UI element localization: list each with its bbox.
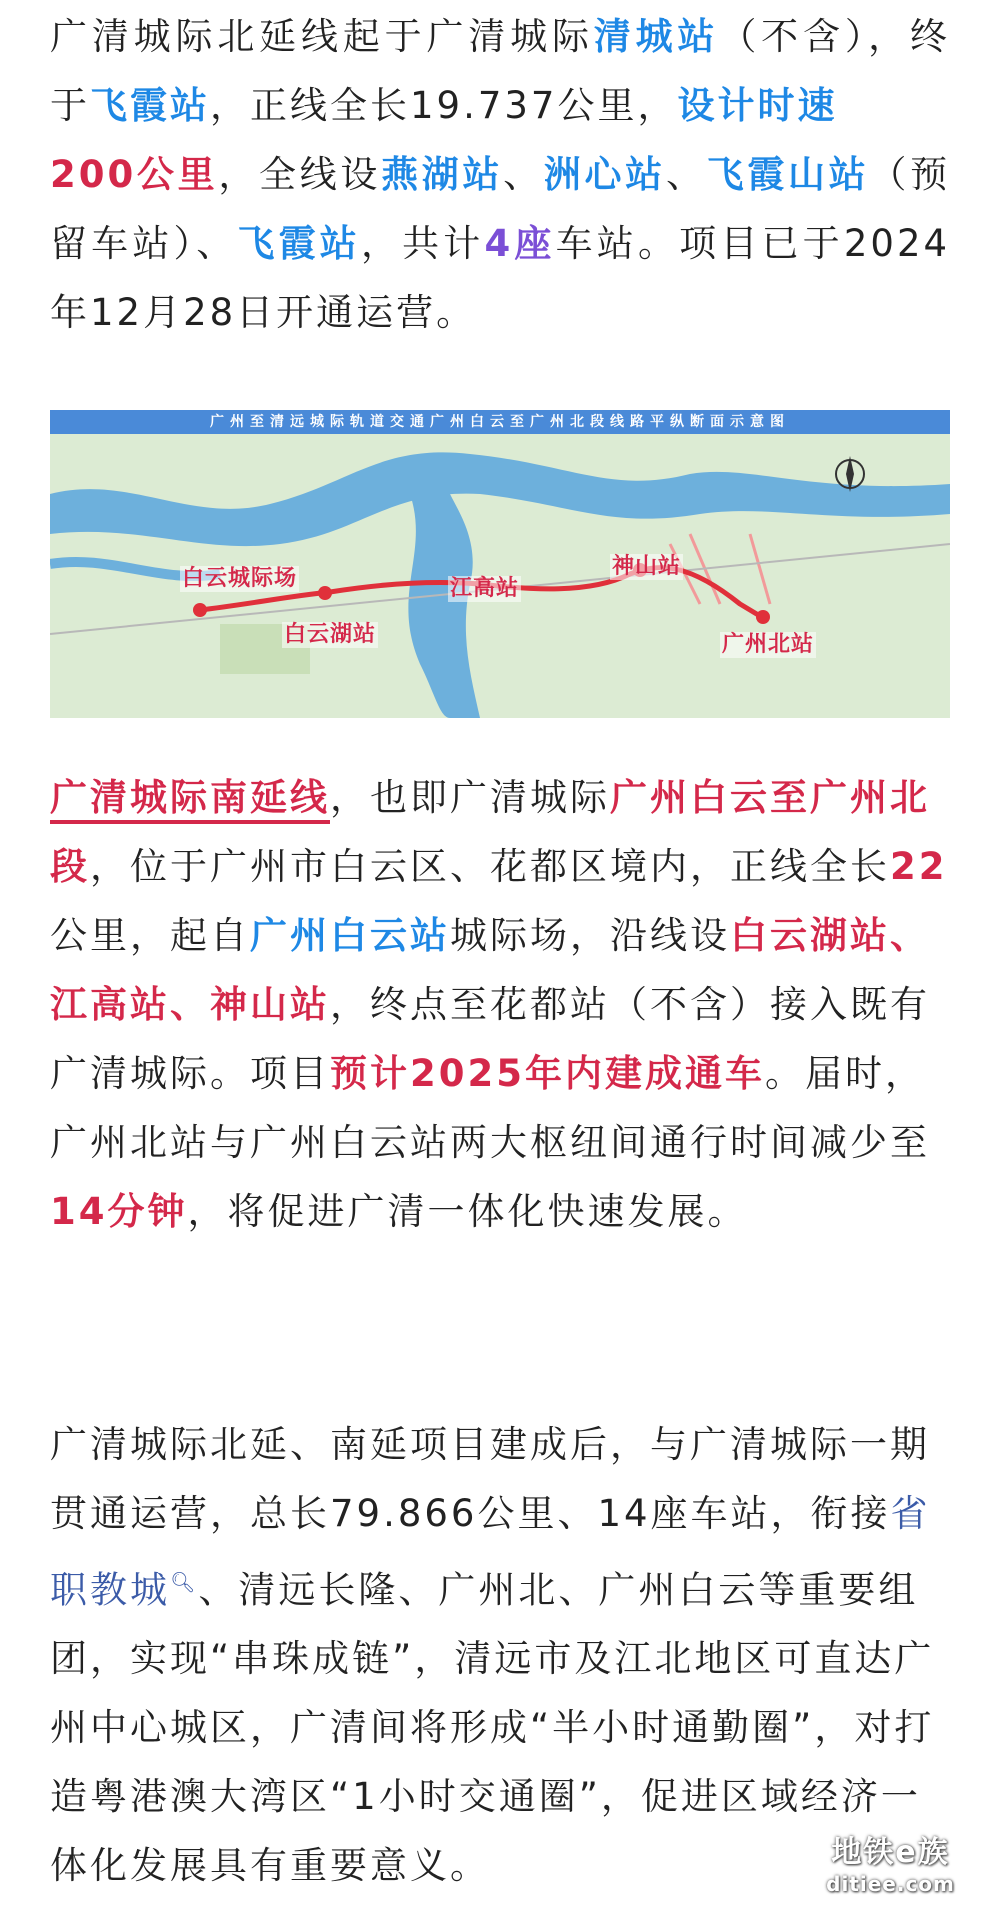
highlight-line-name: 广清城际南延线 bbox=[50, 776, 330, 819]
highlight-station: 清城站 bbox=[593, 15, 720, 58]
text: 、 bbox=[665, 153, 707, 196]
paragraph-south-extension bbox=[50, 763, 950, 1246]
text: ，也即广清城际 bbox=[330, 776, 610, 819]
station-label: 广州北站 bbox=[722, 632, 815, 657]
text: ，将促进广清一体化快速发展。 bbox=[187, 1190, 748, 1233]
text: ，共计 bbox=[360, 222, 485, 265]
highlight-opening: 预计2025年内建成通车 bbox=[330, 1052, 765, 1095]
text: 。届时，广州北站与广州白云站两大枢纽间通行时间减少至 bbox=[50, 1052, 930, 1164]
highlight-station: 飞霞山站 bbox=[706, 153, 870, 196]
highlight-station: 飞霞站 bbox=[90, 84, 210, 127]
highlight-count: 4座 bbox=[484, 222, 556, 265]
text: （预留车站）、 bbox=[50, 153, 951, 265]
search-icon[interactable]: 🔍︎ bbox=[170, 1570, 199, 1594]
text: 城际场，沿线设 bbox=[450, 914, 730, 957]
highlight-time: 14分钟 bbox=[50, 1190, 188, 1233]
highlight-station: 燕湖站 bbox=[381, 153, 504, 196]
search-link[interactable]: 省职教城 bbox=[50, 1492, 931, 1612]
text: ，正线全长19.737公里， bbox=[210, 84, 678, 127]
paragraph-summary bbox=[50, 1410, 950, 1900]
station-label: 江高站 bbox=[450, 576, 520, 601]
paragraph-north-extension bbox=[50, 2, 950, 347]
station-label: 白云城际场 bbox=[182, 566, 298, 591]
highlight-stations: 白云湖站、江高站、神山站 bbox=[50, 914, 930, 1026]
text: ，终点至花都站（不含）接入既有广清城际。项目 bbox=[50, 983, 930, 1095]
text: 广清城际北延、南延项目建成后，与广清城际一期贯通运营，总长79.866公里、14座车站，衔接 bbox=[50, 1423, 930, 1535]
highlight-station: 飞霞站 bbox=[237, 222, 361, 265]
station-dot bbox=[318, 586, 332, 600]
station-label: 白云湖站 bbox=[284, 622, 377, 647]
text: 、清远长隆、广州北、广州白云等重要组团，实现“串珠成链”，清远市及江北地区可直达广州中心城区，广清间将形成“半小时通勤圈”，对打造粤港澳大湾区“1小时交通圈”，促进区域经济一体化发展具有重要意义。 bbox=[50, 1568, 935, 1888]
text: 、 bbox=[503, 153, 544, 196]
highlight-speed: 200公里 bbox=[50, 153, 219, 196]
highlight-length: 22 bbox=[890, 845, 948, 888]
highlight-station: 广州白云站 bbox=[250, 914, 450, 957]
text: （不含），终于 bbox=[50, 15, 951, 127]
text: ，位于广州市白云区、花都区境内，正线全长 bbox=[90, 845, 890, 888]
text: ，全线设 bbox=[218, 153, 382, 196]
text: 公里，起自 bbox=[50, 914, 250, 957]
watermark-domain: ditiee.com bbox=[826, 1872, 955, 1896]
route-map-image bbox=[50, 410, 950, 718]
highlight-station: 洲心站 bbox=[543, 153, 666, 196]
map-title: 广州至清远城际轨道交通广州白云至广州北段线路平纵断面示意图 bbox=[50, 410, 950, 434]
station-label: 神山站 bbox=[612, 554, 682, 579]
highlight-section: 广州白云至广州北段 bbox=[50, 776, 930, 888]
station-dot bbox=[193, 603, 207, 617]
highlight-speed-label: 设计时速 bbox=[677, 84, 838, 127]
watermark-logo-text: 地铁e族 bbox=[831, 1835, 950, 1870]
station-dot bbox=[756, 610, 770, 624]
text: 广清城际北延线起于广清城际 bbox=[50, 15, 594, 58]
watermark bbox=[803, 1835, 978, 1897]
text: 车站。项目已于2024年12月28日开通运营。 bbox=[50, 222, 951, 334]
